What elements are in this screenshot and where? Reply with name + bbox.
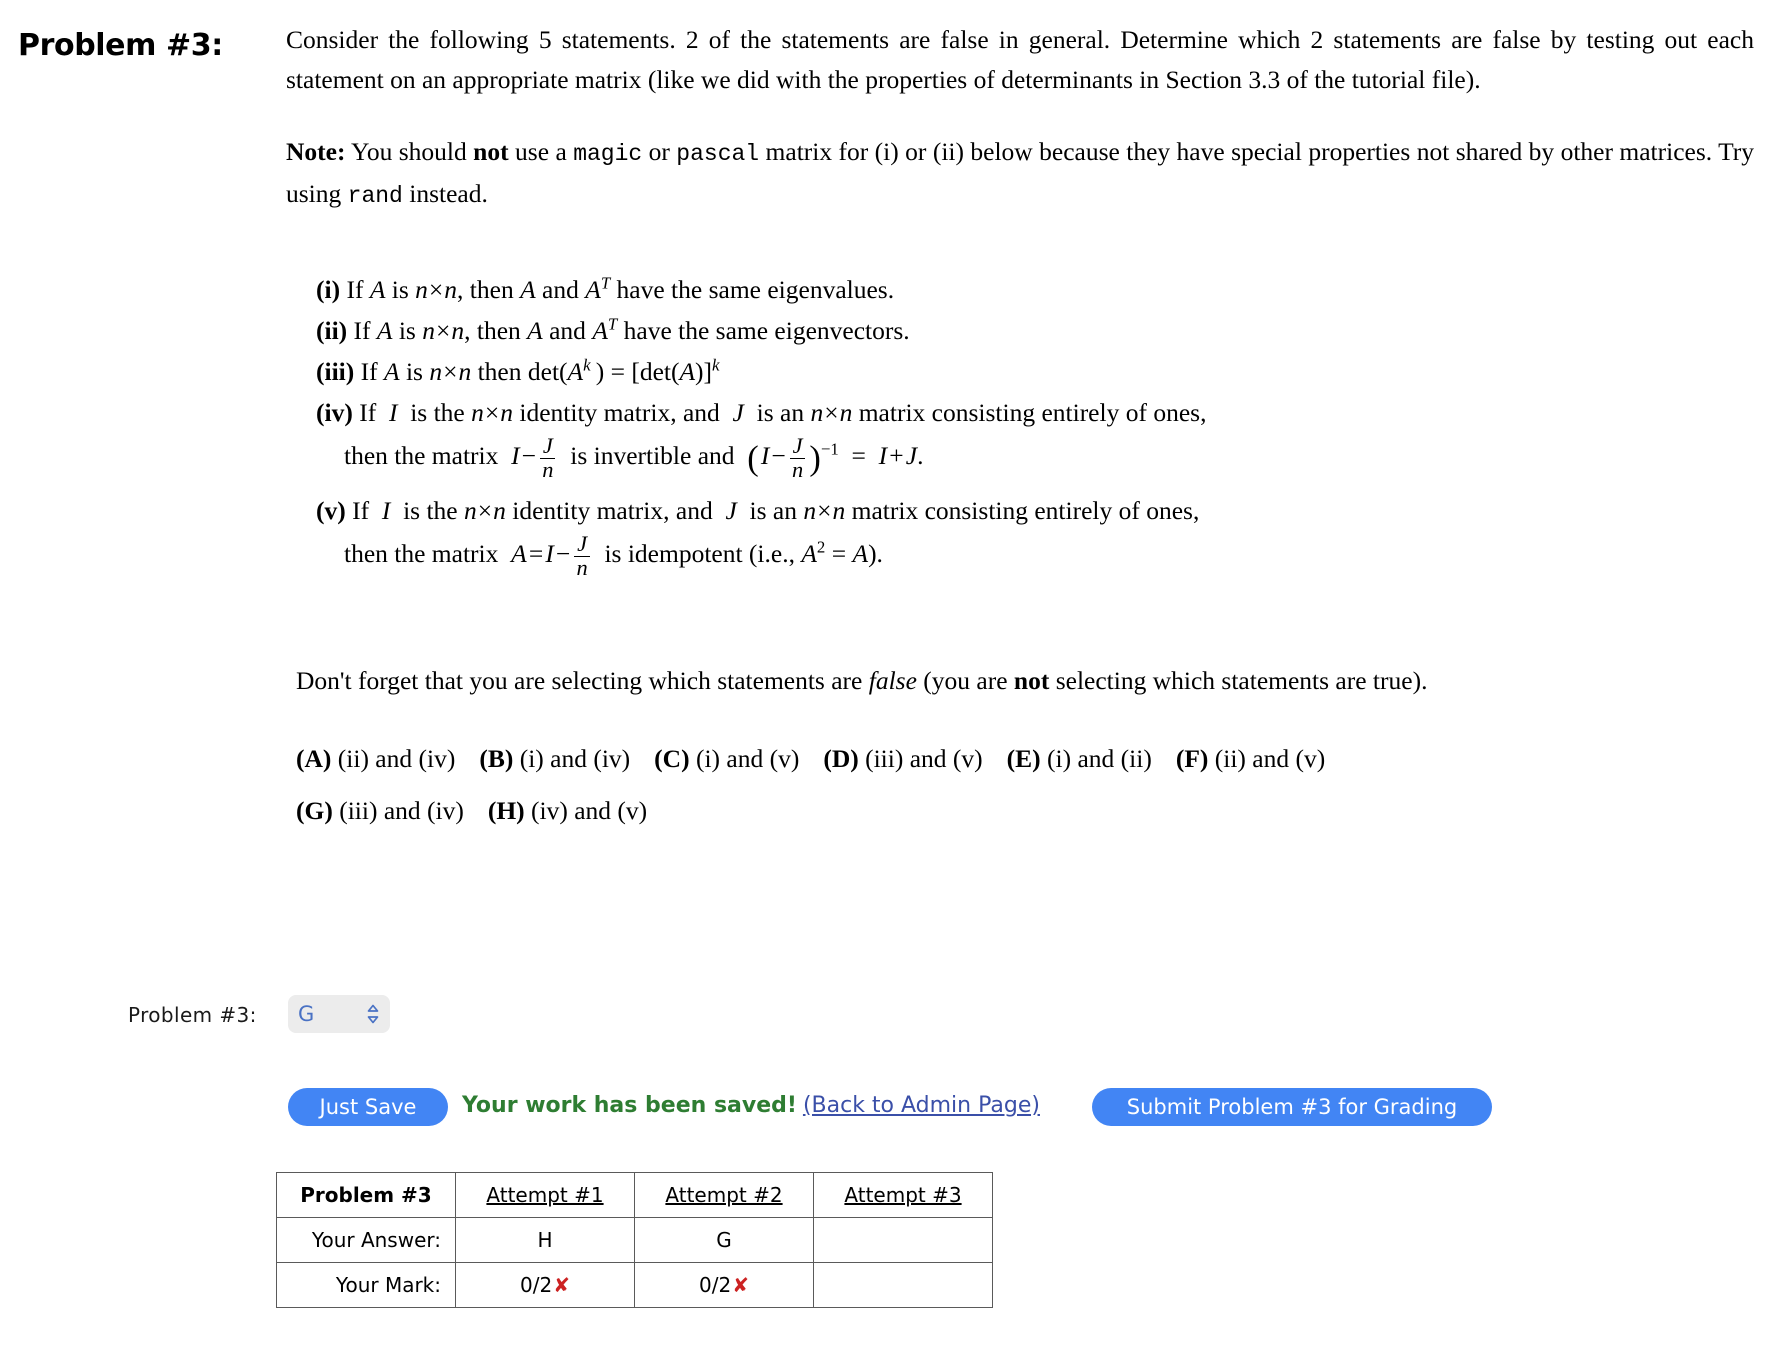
- spacer: [286, 100, 1754, 132]
- reminder-text-1: Don't forget that you are selecting which statements are: [296, 665, 863, 695]
- spacer: [286, 216, 1754, 270]
- note-text-1: You should: [350, 137, 467, 166]
- note-text-3: or: [648, 137, 670, 166]
- answer-select-value: G: [298, 1002, 315, 1026]
- note-text-5: instead.: [409, 179, 488, 208]
- choice-b-text: (i) and (iv): [519, 743, 631, 773]
- table-row-your-answer: [277, 1218, 993, 1263]
- note-prefix: Note:: [286, 137, 346, 166]
- answer-select-dropdown[interactable]: [288, 995, 390, 1033]
- problem-intro-paragraph: Consider the following 5 statements. 2 of the statements are false in general. Determine which 2 statements are false by testing out each statement on an appropriate matrix (like we did with the properties of determinants in Section 3.3 of the tutorial file).: [286, 25, 1754, 94]
- reminder-paragraph: [296, 661, 1754, 701]
- problem-body: [286, 20, 1754, 837]
- your-mark-attempt-2: [635, 1263, 814, 1308]
- attempt-3-header-text: Attempt #3: [844, 1183, 962, 1207]
- fraction-j-over-n: $\frac{J}{n}$: [792, 433, 804, 482]
- problem-block: [18, 20, 1758, 837]
- chevron-updown-icon: [366, 1003, 380, 1025]
- statement-iv: (iv) If I is the n×n identity matrix, and J is an n×n matrix consisting entirely of ones, then the matrix I − $\frac{J}{n}$ is invertible and ( I − $\frac{J}{n}$ )$^{-1}$ = I + J.: [316, 393, 1716, 490]
- note-text-2: use a: [515, 137, 567, 166]
- your-answer-label: Your Answer:: [277, 1218, 456, 1263]
- saved-status-text: Your work has been saved!: [462, 1093, 797, 1118]
- table-col-attempt-2: [635, 1173, 814, 1218]
- note-code-pascal: pascal: [676, 141, 760, 167]
- note-text-4: matrix for (i) or (ii) below because they have special properties not shared by other matrices. Try using: [286, 137, 1755, 208]
- choice-g: [296, 785, 464, 837]
- choice-g-letter: (G): [296, 795, 333, 825]
- statement-i: (i) If A is n×n, then A and $A^T$ have the same eigenvalues.: [316, 273, 895, 304]
- choice-f-text: (ii) and (v): [1214, 743, 1326, 773]
- statement-iv-label: (iv): [316, 398, 353, 427]
- answer-select-row: [0, 995, 1767, 1039]
- statement-iii-label: (iii): [316, 357, 355, 386]
- statement-i-label: (i): [316, 275, 341, 304]
- submit-for-grading-button[interactable]: Submit Problem #3 for Grading: [1092, 1088, 1492, 1126]
- choice-a-text: (ii) and (iv): [337, 743, 456, 773]
- fraction-j-over-n: $\frac{J}{n}$: [576, 530, 588, 580]
- note-emphasis-not: not: [473, 137, 509, 166]
- attempt-2-header-text: Attempt #2: [665, 1183, 783, 1207]
- choice-d-text: (iii) and (v): [865, 743, 983, 773]
- incorrect-mark-icon: ✘: [553, 1273, 570, 1297]
- problem-label: Problem #3:: [18, 28, 223, 63]
- choice-e-letter: (E): [1006, 743, 1041, 773]
- choice-g-text: (iii) and (iv): [339, 795, 464, 825]
- your-answer-attempt-1: H: [456, 1218, 635, 1263]
- spacer: [286, 589, 1754, 661]
- choice-f: [1176, 733, 1325, 785]
- table-corner-label: Problem #3: [277, 1173, 456, 1218]
- statement-v-label: (v): [316, 495, 346, 525]
- statement-ii: (ii) If A is n×n, then A and $A^T$ have the same eigenvectors.: [316, 314, 910, 345]
- choice-c-text: (i) and (v): [695, 743, 800, 773]
- choice-f-letter: (F): [1175, 743, 1209, 773]
- statements-list: [316, 270, 1716, 588]
- incorrect-mark-icon: ✘: [732, 1273, 749, 1297]
- your-mark-attempt-1: [456, 1263, 635, 1308]
- statement-iii: (iii) If A is n×n then $\det(A^k$ ) = $[\det(A)]^k$: [316, 355, 720, 386]
- statement-v: (v) If I is the n×n identity matrix, and J is an n×n matrix consisting entirely of ones, then the matrix A = I − $\frac{J}{n}$ is idempotent (i.e., $A^2 = A$).: [316, 491, 1716, 588]
- problem-note-paragraph: [286, 132, 1754, 216]
- choice-e-text: (i) and (ii): [1047, 743, 1152, 773]
- choice-c-letter: (C): [654, 743, 690, 773]
- attempts-results-table: [276, 1172, 993, 1308]
- note-code-magic: magic: [573, 141, 643, 167]
- reminder-text-2: (you are: [923, 665, 1008, 695]
- back-to-admin-page-link[interactable]: (Back to Admin Page): [802, 1093, 1040, 1118]
- choice-h: [488, 785, 647, 837]
- your-answer-attempt-3: [814, 1218, 993, 1263]
- statement-v-line2: then the matrix A = I − $\frac{J}{n}$ is idempotent (i.e., $A^2 = A$).: [344, 530, 883, 580]
- choice-a: [296, 733, 455, 785]
- answer-choices: [296, 733, 1726, 837]
- actions-row: [0, 1088, 1767, 1128]
- statement-iv-line2: then the matrix I − $\frac{J}{n}$ is invertible and ( I − $\frac{J}{n}$ )$^{-1}$ = I + J.: [344, 433, 924, 482]
- choice-d: [823, 733, 982, 785]
- reminder-emphasis-false: false: [868, 665, 917, 695]
- your-mark-label: Your Mark:: [277, 1263, 456, 1308]
- choice-h-letter: (H): [487, 795, 525, 825]
- choice-b-letter: (B): [479, 743, 514, 773]
- fraction-j-over-n: $\frac{J}{n}$: [542, 433, 554, 482]
- answer-select-label: Problem #3:: [128, 1003, 257, 1027]
- spacer: [286, 701, 1754, 733]
- note-code-rand: rand: [347, 183, 403, 209]
- statement-ii-label: (ii): [316, 316, 348, 345]
- choice-e: [1007, 733, 1152, 785]
- your-answer-attempt-2: G: [635, 1218, 814, 1263]
- table-row-your-mark: [277, 1263, 993, 1308]
- table-col-attempt-3: [814, 1173, 993, 1218]
- reminder-text-3: selecting which statements are true).: [1055, 665, 1428, 695]
- choice-c: [654, 733, 799, 785]
- reminder-emphasis-not: not: [1013, 665, 1050, 695]
- saved-status-message: [462, 1093, 1040, 1118]
- choice-d-letter: (D): [823, 743, 859, 773]
- table-row-header: [277, 1173, 993, 1218]
- your-mark-attempt-3: [814, 1263, 993, 1308]
- your-mark-attempt-1-value: 0/2: [520, 1273, 553, 1297]
- just-save-button[interactable]: Just Save: [288, 1088, 448, 1126]
- your-mark-attempt-2-value: 0/2: [699, 1273, 732, 1297]
- choice-h-text: (iv) and (v): [531, 795, 648, 825]
- choice-a-letter: (A): [296, 743, 332, 773]
- attempt-1-header-text: Attempt #1: [486, 1183, 604, 1207]
- table-col-attempt-1: [456, 1173, 635, 1218]
- choice-b: [479, 733, 630, 785]
